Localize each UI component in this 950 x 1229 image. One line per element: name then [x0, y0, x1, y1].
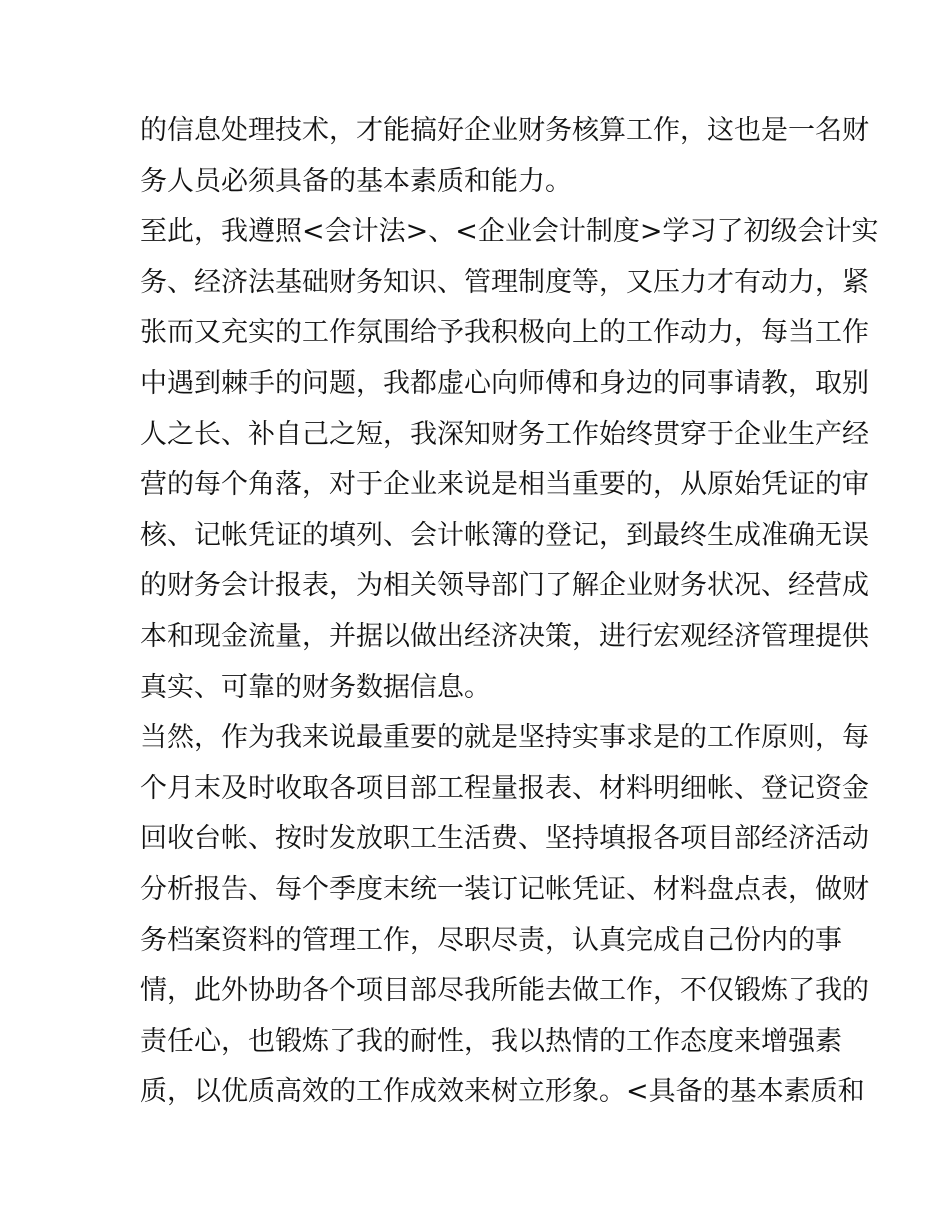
text-line: 营的每个角落，对于企业来说是相当重要的，从原始凭证的审	[140, 469, 869, 501]
text-line: 本和现金流量，并据以做出经济决策，进行宏观经济管理提供	[140, 620, 869, 652]
text-line: 分析报告、每个季度末统一装订记帐凭证、材料盘点表，做财	[140, 873, 869, 905]
body-text	[140, 106, 879, 1118]
text-line: 质，以优质高效的工作成效来树立形象。<具备的基本素质和	[140, 1076, 865, 1108]
text-line: 当然，作为我来说最重要的就是坚持实事求是的工作原则，每	[140, 722, 869, 754]
text-line: 务、经济法基础财务知识、管理制度等，又压力才有动力，紧	[140, 266, 869, 298]
text-line: 人之长、补自己之短，我深知财务工作始终贯穿于企业生产经	[140, 418, 869, 450]
text-line: 的信息处理技术，才能搞好企业财务核算工作，这也是一名财	[140, 115, 869, 146]
text-line: 真实、可靠的财务数据信息。	[140, 671, 491, 703]
text-line: 务档案资料的管理工作，尽职尽责，认真完成自己份内的事	[140, 924, 842, 956]
text-line: 回收台帐、按时发放职工生活费、坚持填报各项目部经济活动	[140, 823, 869, 855]
text-line: 情，此外协助各个项目部尽我所能去做工作，不仅锻炼了我的	[140, 975, 869, 1007]
text-line: 个月末及时收取各项目部工程量报表、材料明细帐、登记资金	[140, 772, 869, 804]
text-line: 中遇到棘手的问题，我都虚心向师傅和身边的同事请教，取别	[140, 367, 869, 399]
text-line: 核、记帐凭证的填列、会计帐簿的登记，到最终生成准确无误	[140, 519, 869, 551]
text-line: 的财务会计报表，为相关领导部门了解企业财务状况、经营成	[140, 570, 869, 602]
text-line: 张而又充实的工作氛围给予我积极向上的工作动力，每当工作	[140, 317, 869, 349]
text-line: 务人员必须具备的基本素质和能力。	[140, 165, 572, 197]
text-line: 至此，我遵照<会计法>、<企业会计制度>学习了初级会计实	[140, 216, 879, 248]
text-line: 责任心，也锻炼了我的耐性，我以热情的工作态度来增强素	[140, 1025, 842, 1057]
